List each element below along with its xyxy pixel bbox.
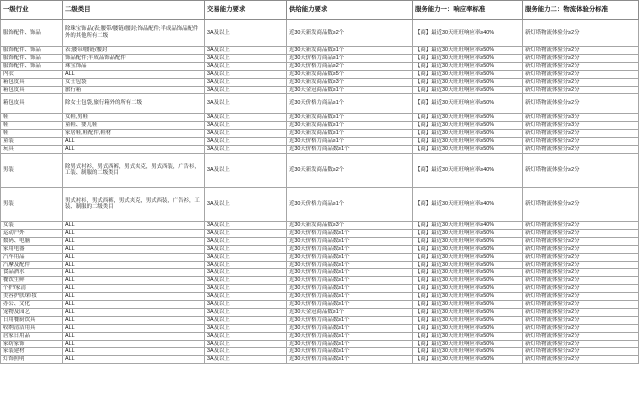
logistics-score-cell: 新灯塔物流体验分≥2分 [523,237,639,245]
table-row [1,70,639,78]
table-row [1,146,639,154]
logistics-score-cell: 新灯塔物流体验分≥2分 [523,269,639,277]
category-cell: 童鞋、婴儿鞋 [63,122,205,130]
table-row [1,277,639,285]
response-rate-cell: 【商】最近30天旺旺响应率≥50% [413,261,523,269]
response-rate-cell: 【商】最近30天旺旺响应率≥50% [413,277,523,285]
response-rate-cell: 【商】最近30天旺旺响应率≥40% [413,221,523,229]
supply-requirement-cell: 近30天价格力商品≥1个 [287,138,413,146]
trade-requirement-cell: 3A及以上 [205,356,287,364]
category-cell: 饰品配件;半成品饰品配件 [63,54,205,62]
supply-requirement-cell: 近30天新发商品数≥1个 [287,122,413,130]
industry-cell: 男装 [1,153,63,187]
trade-requirement-cell: 3A及以上 [205,237,287,245]
supply-requirement-cell: 近30天金冠商品数≥1个 [287,308,413,316]
trade-requirement-cell: 3A及以上 [205,70,287,78]
industry-cell: 食品酒水 [1,269,63,277]
category-cell: ALL [63,316,205,324]
table-row [1,324,639,332]
logistics-score-cell: 新灯塔物流体验分≥2分 [523,348,639,356]
logistics-score-cell: 新灯塔物流体验分≥2分 [523,229,639,237]
response-rate-cell: 【商】最近30天旺旺响应率≥50% [413,340,523,348]
industry-cell: 日用餐厨饮具 [1,316,63,324]
supply-requirement-cell: 近30天新发商品数≥1个 [287,114,413,122]
supply-requirement-cell: 近30天价格力商品数≥1个 [287,340,413,348]
industry-cell: 数码、电脑 [1,237,63,245]
category-cell: 表;腰带/腰链/腰封 [63,47,205,55]
logistics-score-cell: 新灯塔物流体验分≥2分 [523,187,639,221]
category-cell: ALL [63,70,205,78]
category-cell: ALL [63,324,205,332]
supply-requirement-cell: 近30天价格力商品≥1个 [287,187,413,221]
logistics-score-cell: 新灯塔物流体验分≥3分 [523,122,639,130]
trade-requirement-cell: 3A及以上 [205,146,287,154]
response-rate-cell: 【商】最近30天旺旺响应率≥50% [413,62,523,70]
response-rate-cell: 【商】最近30天旺旺响应率≥50% [413,54,523,62]
trade-requirement-cell: 3A及以上 [205,253,287,261]
response-rate-cell: 【商】最近30天旺旺响应率≥50% [413,122,523,130]
category-cell: ALL [63,356,205,364]
supply-requirement-cell: 近30天价格力商品数≥1个 [287,237,413,245]
trade-requirement-cell: 3A及以上 [205,308,287,316]
supply-requirement-cell: 近30天价格力商品数≥1个 [287,316,413,324]
logistics-score-cell: 新灯塔物流体验分≥2分 [523,78,639,86]
industry-cell: 服饰配件、饰品 [1,20,63,47]
response-rate-cell: 【商】最近30天旺旺响应率≥50% [413,348,523,356]
response-rate-cell: 【商】最近30天旺旺响应率≥50% [413,285,523,293]
header-logistics-score: 服务能力二：物流体验分标准 [523,1,639,20]
table-row [1,316,639,324]
supply-requirement-cell: 近30天价格力商品数≥1个 [287,332,413,340]
response-rate-cell: 【商】最近30天旺旺响应率≥40% [413,187,523,221]
logistics-score-cell: 新灯塔物流体验分≥2分 [523,316,639,324]
category-cell: ALL [63,277,205,285]
industry-cell: 运动户外 [1,229,63,237]
logistics-score-cell: 新灯塔物流体验分≥2分 [523,308,639,316]
supply-requirement-cell: 近30天价格力商品数≥1个 [287,229,413,237]
trade-requirement-cell: 3A及以上 [205,301,287,309]
response-rate-cell: 【商】最近30天旺旺响应率≥50% [413,130,523,138]
header-category: 二级类目 [63,1,205,20]
supply-requirement-cell: 近30天价格力商品≥1个 [287,54,413,62]
industry-cell: 办公、文化 [1,301,63,309]
table-row [1,62,639,70]
table-row [1,285,639,293]
response-rate-cell: 【商】最近30天旺旺响应率≥50% [413,308,523,316]
trade-requirement-cell: 3A及以上 [205,86,287,94]
category-cell: 女鞋,男鞋 [63,114,205,122]
response-rate-cell: 【商】最近30天旺旺响应率≥40% [413,20,523,47]
trade-requirement-cell: 3A及以上 [205,316,287,324]
table-row [1,340,639,348]
response-rate-cell: 【商】最近30天旺旺响应率≥50% [413,78,523,86]
supply-requirement-cell: 近30天新发商品数≥3个 [287,221,413,229]
table-row [1,138,639,146]
supply-requirement-cell: 近30天金冠商品数≥1个 [287,86,413,94]
response-rate-cell: 【商】最近30天旺旺响应率≥50% [413,332,523,340]
response-rate-cell: 【商】最近30天旺旺响应率≥50% [413,237,523,245]
industry-cell: 箱包皮具 [1,86,63,94]
supply-requirement-cell: 近30天价格力商品数≥1个 [287,253,413,261]
table-row [1,348,639,356]
logistics-score-cell: 新灯塔物流体验分≥2分 [523,293,639,301]
supply-requirement-cell: 近30天价格力商品数≥1个 [287,245,413,253]
category-cell: ALL [63,229,205,237]
supply-requirement-cell: 近30天价格力商品数≥1个 [287,301,413,309]
supply-requirement-cell: 近30天新发商品数≥3个 [287,78,413,86]
supply-requirement-cell: 近30天价格力商品数≥1个 [287,269,413,277]
table-row [1,153,639,187]
table-row [1,221,639,229]
table-row [1,356,639,364]
category-cell: ALL [63,261,205,269]
response-rate-cell: 【商】最近30天旺旺响应率≥50% [413,293,523,301]
category-cell: ALL [63,237,205,245]
logistics-score-cell: 新灯塔物流体验分≥2分 [523,356,639,364]
industry-cell: 家用电器 [1,245,63,253]
table-row [1,114,639,122]
table-row [1,253,639,261]
industry-cell: 汽车用品 [1,253,63,261]
supply-requirement-cell: 近30天新发商品数≥2个 [287,153,413,187]
industry-cell: 童装 [1,138,63,146]
category-cell: ALL [63,348,205,356]
logistics-score-cell: 新灯塔物流体验分≥2分 [523,54,639,62]
response-rate-cell: 【商】最近30天旺旺响应率≥50% [413,94,523,114]
industry-cell: 箱包皮具 [1,78,63,86]
trade-requirement-cell: 3A及以上 [205,187,287,221]
logistics-score-cell: 新灯塔物流体验分≥2分 [523,138,639,146]
supply-requirement-cell: 近30天新发商品数≥1个 [287,47,413,55]
response-rate-cell: 【商】最近30天旺旺响应率≥50% [413,114,523,122]
table-row [1,308,639,316]
trade-requirement-cell: 3A及以上 [205,54,287,62]
logistics-score-cell: 新灯塔物流体验分≥2分 [523,277,639,285]
supply-requirement-cell: 近30天价格力商品数≥1个 [287,324,413,332]
industry-cell: 鞋 [1,130,63,138]
category-cell: ALL [63,293,205,301]
table-row [1,269,639,277]
supply-requirement-cell: 近30天新发商品数≥2个 [287,20,413,47]
category-cell: 除女士包袋,旅行箱外的所有二级 [63,94,205,114]
industry-cell: 汽摩及配件 [1,261,63,269]
supply-requirement-cell: 近30天价格力商品≥2个 [287,62,413,70]
category-cell: 除珠宝饰品(表;腰带/腰链/腰封;饰品配件;半成品饰品配件外的其他所有二级 [63,20,205,47]
logistics-score-cell: 新灯塔物流体验分≥2分 [523,130,639,138]
response-rate-cell: 【商】最近30天旺旺响应率≥40% [413,153,523,187]
trade-requirement-cell: 3A及以上 [205,62,287,70]
industry-cell: 灯饰照明 [1,356,63,364]
trade-requirement-cell: 3A及以上 [205,261,287,269]
logistics-score-cell: 新灯塔物流体验分≥2分 [523,94,639,114]
table-row [1,187,639,221]
category-cell: ALL [63,301,205,309]
industry-cell: 宠物及园艺 [1,308,63,316]
category-cell: ALL [63,269,205,277]
category-cell: 旅行箱 [63,86,205,94]
trade-requirement-cell: 3A及以上 [205,348,287,356]
header-response-rate: 服务能力一：响应率标准 [413,1,523,20]
table-row [1,130,639,138]
supply-requirement-cell: 近30天新发商品数≥1个 [287,130,413,138]
response-rate-cell: 【商】最近30天旺旺响应率≥50% [413,70,523,78]
supply-requirement-cell: 近30天价格力商品数≥1个 [287,348,413,356]
trade-requirement-cell: 3A及以上 [205,332,287,340]
response-rate-cell: 【商】最近30天旺旺响应率≥50% [413,269,523,277]
trade-requirement-cell: 3A及以上 [205,20,287,47]
table-row [1,261,639,269]
logistics-score-cell: 新灯塔物流体验分≥2分 [523,70,639,78]
table-body [1,20,639,364]
category-cell: ALL [63,285,205,293]
response-rate-cell: 【商】最近30天旺旺响应率≥50% [413,356,523,364]
industry-cell: 女装 [1,221,63,229]
category-cell: 女士包袋 [63,78,205,86]
industry-cell: 服饰配件、饰品 [1,47,63,55]
table-row [1,54,639,62]
trade-requirement-cell: 3A及以上 [205,277,287,285]
category-cell: ALL [63,332,205,340]
trade-requirement-cell: 3A及以上 [205,78,287,86]
industry-cell: 鞋 [1,122,63,130]
logistics-score-cell: 新灯塔物流体验分≥2分 [523,301,639,309]
trade-requirement-cell: 3A及以上 [205,94,287,114]
logistics-score-cell: 新灯塔物流体验分≥2分 [523,332,639,340]
response-rate-cell: 【商】最近30天旺旺响应率≥50% [413,86,523,94]
response-rate-cell: 【商】最近30天旺旺响应率≥50% [413,316,523,324]
category-cell: 男式衬衫，男式西裤，男式夹克，男式西装，广告衫，工装、制服的二级类目 [63,187,205,221]
category-cell: ALL [63,138,205,146]
logistics-score-cell: 新灯塔物流体验分≥2分 [523,153,639,187]
header-supply-requirement: 供给能力要求 [287,1,413,20]
category-cell: ALL [63,245,205,253]
table-row [1,245,639,253]
industry-cell: 餐饮生鲜 [1,277,63,285]
logistics-score-cell: 新灯塔物流体验分≥2分 [523,340,639,348]
category-cell: ALL [63,146,205,154]
supply-requirement-cell: 近30天价格力商品数≥1个 [287,356,413,364]
trade-requirement-cell: 3A及以上 [205,340,287,348]
industry-cell: 服饰配件、饰品 [1,62,63,70]
supply-requirement-cell: 近30天价格力商品≥1个 [287,94,413,114]
industry-cell: 箱包皮具 [1,94,63,114]
trade-requirement-cell: 3A及以上 [205,130,287,138]
table-row [1,78,639,86]
industry-cell: 玩具 [1,146,63,154]
category-cell: 珠宝饰品 [63,62,205,70]
logistics-score-cell: 新灯塔物流体验分≥2分 [523,221,639,229]
logistics-score-cell: 新灯塔物流体验分≥2分 [523,324,639,332]
industry-cell: 收纳清洁用具 [1,324,63,332]
table-row [1,293,639,301]
response-rate-cell: 【商】最近30天旺旺响应率≥50% [413,245,523,253]
header-trade-requirement: 交易能力要求 [205,1,287,20]
trade-requirement-cell: 3A及以上 [205,221,287,229]
header-industry: 一级行业 [1,1,63,20]
table-row [1,229,639,237]
table-row [1,237,639,245]
trade-requirement-cell: 3A及以上 [205,138,287,146]
industry-cell: 美容护肤/彩妆 [1,293,63,301]
logistics-score-cell: 新灯塔物流体验分≥2分 [523,253,639,261]
logistics-score-cell: 新灯塔物流体验分≥2分 [523,62,639,70]
logistics-score-cell: 新灯塔物流体验分≥2分 [523,47,639,55]
industry-cell: 居家日用品 [1,332,63,340]
logistics-score-cell: 新灯塔物流体验分≥2分 [523,86,639,94]
logistics-score-cell: 新灯塔物流体验分≥2分 [523,285,639,293]
table-row [1,94,639,114]
supply-requirement-cell: 近30天价格力商品数≥1个 [287,277,413,285]
supply-requirement-cell: 近30天价格力商品数≥1个 [287,285,413,293]
logistics-score-cell: 新灯塔物流体验分≥2分 [523,146,639,154]
logistics-score-cell: 新灯塔物流体验分≥3分 [523,114,639,122]
trade-requirement-cell: 3A及以上 [205,285,287,293]
logistics-score-cell: 新灯塔物流体验分≥2分 [523,261,639,269]
logistics-score-cell: 新灯塔物流体验分≥2分 [523,20,639,47]
response-rate-cell: 【商】最近30天旺旺响应率≥50% [413,138,523,146]
response-rate-cell: 【商】最近30天旺旺响应率≥50% [413,301,523,309]
category-cell: ALL [63,253,205,261]
table-row [1,122,639,130]
industry-cell: 家纺家饰 [1,340,63,348]
trade-requirement-cell: 3A及以上 [205,293,287,301]
industry-cell: 鞋 [1,114,63,122]
response-rate-cell: 【商】最近30天旺旺响应率≥50% [413,47,523,55]
supply-requirement-cell: 近30天价格力商品数≥1个 [287,293,413,301]
category-cell: ALL [63,308,205,316]
industry-cell: 男装 [1,187,63,221]
category-cell: ALL [63,221,205,229]
table-row [1,20,639,47]
industry-cell: 个护/家清 [1,285,63,293]
supply-requirement-cell: 近30天价格力商品数≥1个 [287,146,413,154]
trade-requirement-cell: 3A及以上 [205,114,287,122]
response-rate-cell: 【商】最近30天旺旺响应率≥50% [413,253,523,261]
trade-requirement-cell: 3A及以上 [205,229,287,237]
table-row [1,86,639,94]
trade-requirement-cell: 3A及以上 [205,153,287,187]
table-header [1,1,639,20]
trade-requirement-cell: 3A及以上 [205,269,287,277]
table-row [1,47,639,55]
response-rate-cell: 【商】最近30天旺旺响应率≥50% [413,229,523,237]
industry-cell: 内衣 [1,70,63,78]
category-cell: ALL [63,340,205,348]
response-rate-cell: 【商】最近30天旺旺响应率≥50% [413,324,523,332]
category-cell: 家居鞋,鞋配件,鞋材 [63,130,205,138]
table-row [1,301,639,309]
supply-requirement-cell: 近30天价格力商品数≥1个 [287,261,413,269]
industry-cell: 服饰配件、饰品 [1,54,63,62]
trade-requirement-cell: 3A及以上 [205,324,287,332]
trade-requirement-cell: 3A及以上 [205,122,287,130]
category-cell: 除男式衬衫，男式西裤，男式夹克，男式西装，广告衫，工装、制服的二级类目 [63,153,205,187]
header-row [1,1,639,20]
supply-requirement-cell: 近30天新发商品数≥5个 [287,70,413,78]
logistics-score-cell: 新灯塔物流体验分≥2分 [523,245,639,253]
trade-requirement-cell: 3A及以上 [205,47,287,55]
response-rate-cell: 【商】最近30天旺旺响应率≥50% [413,146,523,154]
table-row [1,332,639,340]
trade-requirement-cell: 3A及以上 [205,245,287,253]
industry-cell: 家装建材 [1,348,63,356]
